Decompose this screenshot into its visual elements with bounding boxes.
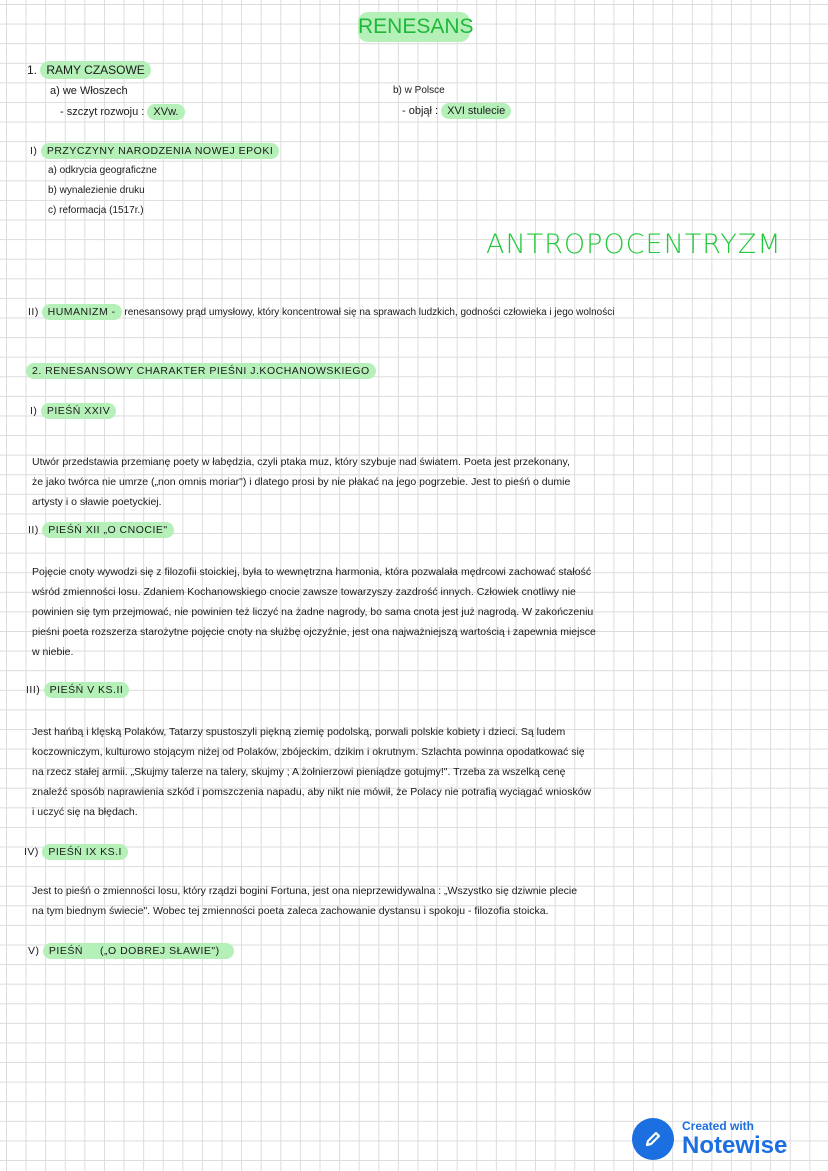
paragraph-line: że jako twórca nie umrze („non omnis moriar") i dlatego prosi by nie płakać na jego pogrzebie. Jest to pieśń o dumie (32, 476, 571, 488)
italy-detail-value: XVw. (147, 104, 184, 120)
paragraph-line: i uczyć się na błędach. (32, 806, 138, 818)
song-title: PIEŚŃ XII „O CNOCIE" (42, 522, 173, 538)
section1-number: 1. (27, 63, 38, 77)
cause-item: c) reformacja (1517r.) (48, 205, 144, 216)
paragraph-line: Utwór przedstawia przemianę poety w łabędzia, czyli ptaka muz, który szybuje nad światem. Poeta jest przekonany, (32, 456, 570, 468)
song-heading (28, 523, 174, 537)
cause-item: a) odkrycia geograficzne (48, 165, 157, 176)
paragraph-line: na tym biednym świecie". Wobec tej zmienności poeta zaleca zachowanie dystansu i spokoju - filozofia stoicka. (32, 905, 549, 917)
italy-detail-prefix: - szczyt rozwoju : (60, 106, 145, 118)
paragraph-line: powinien się tym przejmować, nie powinien też liczyć na żadne nagrody, bo sama cnota jest już nagrodą. W zakończeniu (32, 606, 594, 618)
paragraph-line: wśród zmienności losu. Zdaniem Kochanowskiego cnocie zawsze towarzyszy zazdrość innych. Człowiek cnotliwy nie (32, 586, 576, 598)
song-paragraph (32, 881, 812, 921)
paragraph-line: Jest to pieśń o zmienności losu, który rządzi bogini Fortuna, jest ona nieprzewidywalna : „Wszystko się dziwnie plecie (32, 885, 578, 897)
paragraph-line: znaleźć sposób naprawienia szkód i pomszczenia napadu, aby nikt nie mówił, że Polacy nie potrafią wyciągać wniosków (32, 786, 592, 798)
humanism-label: HUMANIZM - (42, 304, 122, 320)
humanism-line (28, 305, 614, 320)
paragraph-line: koczowniczym, kulturowo stojącym niżej od Polaków, zbójeckim, dzikim i okrutnym. Szlachta powinna opodatkować się (32, 746, 585, 758)
poland-label: b) w Polsce (393, 85, 445, 96)
section1-heading (27, 63, 151, 77)
song-title: PIEŚŃ IX KS.I (42, 844, 128, 860)
poland-detail-value: XVI stulecie (441, 103, 511, 119)
paragraph-line: pieśni poeta rozszerza starożytne pojęcie cnoty na służbę ojczyźnie, jest ona najważniejszą wartością i zapewnia miejsce (32, 626, 596, 638)
paragraph-line: w niebie. (32, 646, 74, 658)
song-heading (26, 683, 129, 697)
paragraph-line: na rzecz stałej armii. „Skujmy talerze na talery, skujmy ; A żołnierzowi pieniądze gotujmy!". Trzeba za wszelką cenę (32, 766, 566, 778)
causes-heading (30, 144, 279, 158)
causes-number: I) (30, 145, 38, 157)
song-paragraph (32, 722, 812, 822)
paragraph-line: Pojęcie cnoty wywodzi się z filozofii stoickiej, była to wewnętrzna harmonia, która pozwalała mędrcowi zachować stałość (32, 566, 592, 578)
poland-detail (402, 104, 511, 118)
song-heading (24, 845, 128, 859)
section1-title: RAMY CZASOWE (40, 61, 150, 79)
song-paragraph (32, 452, 812, 512)
song-heading (30, 404, 116, 418)
watermark-caption: Created with (682, 1118, 755, 1133)
song-title: PIEŚŃ („O DOBREJ SŁAWIE") (43, 943, 234, 959)
song-number: V) (28, 945, 40, 957)
page-title: RENESANS (358, 12, 470, 42)
paragraph-line: artysty i o sławie poetyckiej. (32, 496, 162, 508)
song-number: IV) (24, 846, 39, 858)
song-number: I) (30, 405, 38, 417)
keyword-antropocentryzm: ANTROPOCENTRYZM (486, 229, 782, 260)
italy-detail (60, 105, 185, 119)
pencil-icon (632, 1118, 674, 1160)
notewise-watermark (632, 1118, 787, 1160)
humanism-text: renesansowy prąd umysłowy, który koncentrował się na sprawach ludzkich, godności człowieka i jego wolności (124, 307, 615, 318)
song-title: PIEŚŃ XXIV (41, 403, 116, 419)
song-number: III) (26, 684, 41, 696)
watermark-brand: Notewise (682, 1131, 788, 1159)
song-paragraph (32, 562, 812, 662)
paragraph-line: Jest hańbą i klęską Polaków, Tatarzy spustoszyli piękną ziemię podolską, porwali polskie kobiety i dzieci. Są ludem (32, 726, 566, 738)
song-heading (28, 944, 234, 958)
poland-detail-prefix: - objął : (402, 105, 439, 117)
cause-item: b) wynalezienie druku (48, 185, 145, 196)
humanism-number: II) (28, 306, 39, 318)
song-title: PIEŚŃ V KS.II (44, 682, 130, 698)
causes-title: PRZYCZYNY NARODZENIA NOWEJ EPOKI (41, 143, 279, 159)
section2-title: 2. RENESANSOWY CHARAKTER PIEŚNI J.KOCHANOWSKIEGO (26, 363, 376, 379)
song-number: II) (28, 524, 39, 536)
italy-label: a) we Włoszech (50, 85, 128, 97)
section2-heading (26, 364, 376, 378)
